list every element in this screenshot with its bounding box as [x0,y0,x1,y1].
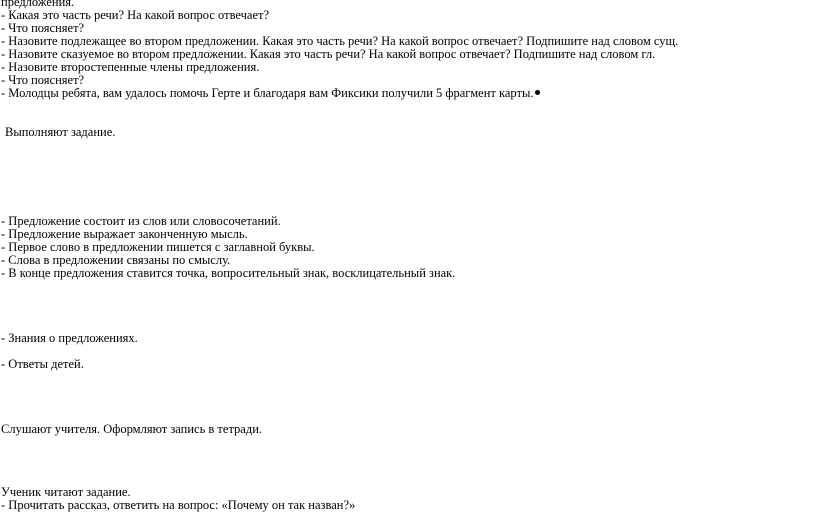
text-line: Ученик читают задание. [1,485,131,499]
text-line: - Предложение выражает законченную мысль. [1,227,248,241]
text-line: - Что поясняет? [1,21,85,35]
text-line: предложения. [1,0,75,9]
text-line: - Первое слово в предложении пишется с заглавной буквы. [1,240,315,254]
text-line: - Предложение состоит из слов или словосочетаний. [1,214,281,228]
text-line: - Знания о предложениях. [1,331,138,345]
text-line: - Назовите второстепенные члены предложения. [1,60,260,74]
bullet-dot-icon [535,90,540,95]
text-line-with-bullet [1,87,540,100]
text-line: - Прочитать рассказ, ответить на вопрос: «Почему он так назван?» [1,498,356,512]
text-line: Слушают учителя. Оформляют запись в тетради. [1,422,263,436]
text-line: - Какая это часть речи? На какой вопрос отвечает? [1,8,270,22]
text-line: - В конце предложения ставится точка, вопросительный знак, восклицательный знак. [1,266,456,280]
text-line: - Слова в предложении связаны по смыслу. [1,253,231,267]
text-line: - Назовите подлежащее во втором предложении. Какая это часть речи? На какой вопрос отвечает? Подпишите над словом сущ. [1,34,679,48]
text-line: - Назовите сказуемое во втором предложении. Какая это часть речи? На какой вопрос отвечает? Подпишите над словом гл. [1,47,656,61]
text-line: - Молодцы ребята, вам удалось помочь Герте и благодаря вам Фиксики получили 5 фрагмент карты. [1,86,534,100]
text-line: - Что поясняет? [1,73,85,87]
text-line: Выполняют задание. [5,125,116,139]
text-line: - Ответы детей. [1,357,84,371]
